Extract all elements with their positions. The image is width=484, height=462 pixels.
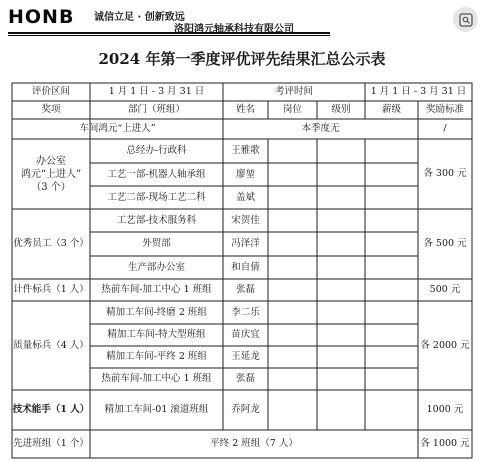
dept-cell: 热前车间-加工中心 1 班组	[101, 284, 212, 295]
col-standard: 奖励标准	[425, 104, 464, 115]
name-cell: 张磊	[235, 373, 255, 384]
name-cell: 乔阿龙	[231, 404, 260, 415]
standard-cell: 各 300 元	[423, 168, 467, 179]
col-award: 奖项	[41, 104, 61, 115]
header-rule	[8, 32, 330, 34]
award-quality-model: 质量标兵（4 人）	[13, 339, 89, 351]
dept-cell: 工艺部-技术服务科	[116, 214, 197, 226]
name-cell: 李二乐	[231, 306, 260, 318]
col-dept: 部门（班组）	[127, 104, 185, 115]
standard-cell: 各 500 元	[423, 238, 467, 249]
period-value: 1 月 1 日 - 3 月 31 日	[108, 86, 205, 97]
award-office-line2: 鸿元“上进人”	[20, 168, 82, 180]
award-office-progress	[12, 139, 90, 209]
name-cell: 廖堃	[235, 168, 255, 180]
eval-label: 考评时间	[274, 86, 313, 97]
standard-cell: 500 元	[429, 284, 461, 295]
dept-cell: 生产部办公室	[127, 261, 185, 273]
company-name: 洛阳鸿元轴承科技有限公司	[174, 24, 294, 35]
award-advanced-team: 先进班组（1 个）	[13, 438, 89, 449]
name-cell: 宋贺佳	[231, 214, 260, 226]
dept-cell: 外贸部	[142, 238, 171, 249]
standard-cell: 各 2000 元	[420, 339, 470, 351]
dept-cell: 热前车间-加工中心 1 班组	[101, 373, 212, 384]
company-slogan: 诚信立足 · 创新致远	[94, 12, 185, 23]
dept-cell: 精加工车间-01 滚道班组	[104, 404, 209, 415]
dept-cell: 工艺二部-现场工艺二科	[107, 191, 206, 203]
advanced-team-detail: 平终 2 班组（7 人）	[210, 438, 298, 449]
name-cell: 张磊	[235, 284, 255, 295]
page-title: 2024 年第一季度评优评先结果汇总公示表	[98, 50, 386, 68]
image-search-icon	[459, 13, 473, 27]
award-workshop-standard: /	[443, 123, 447, 134]
standard-cell: 1000 元	[426, 404, 464, 415]
dept-cell: 精加工车间-平终 2 班组	[106, 351, 207, 362]
col-name: 姓名	[235, 104, 255, 115]
name-cell: 盖斌	[235, 191, 255, 203]
standard-cell: 各 1000 元	[420, 438, 470, 449]
award-office-line3: （3 个）	[31, 181, 71, 193]
col-post: 岗位	[282, 104, 302, 115]
eval-value: 1 月 1 日 - 3 月 31 日	[370, 86, 467, 97]
image-search-button[interactable]	[453, 7, 478, 32]
name-cell: 王雅歌	[231, 145, 260, 156]
award-piecework-model: 计件标兵（1 人）	[13, 284, 89, 295]
company-logo: HONB	[8, 6, 75, 28]
award-workshop-note: 本季度无	[301, 123, 340, 134]
dept-cell: 总经办-行政科	[126, 145, 187, 156]
col-grade: 薪级	[381, 104, 401, 115]
dept-cell: 精加工车间-终磨 2 班组	[106, 306, 207, 318]
dept-cell: 工艺一部-机器人轴承组	[107, 168, 206, 180]
name-cell: 和自倩	[231, 261, 260, 273]
name-cell: 王延龙	[231, 351, 260, 362]
name-cell: 冯泽洋	[231, 238, 260, 249]
dept-cell: 精加工车间-特大型班组	[107, 329, 206, 340]
header-rule-thin	[8, 35, 330, 36]
award-tech-expert: 技术能手（1 人）	[12, 404, 90, 415]
period-label: 评价区间	[31, 86, 70, 97]
award-excellent-staff: 优秀员工（3 个）	[13, 238, 89, 249]
award-office-line1: 办公室	[36, 155, 66, 167]
col-level: 级别	[331, 104, 351, 115]
name-cell: 苗庆宜	[231, 329, 260, 340]
award-workshop-progress: 车间鸿元“上进人”	[79, 123, 156, 134]
